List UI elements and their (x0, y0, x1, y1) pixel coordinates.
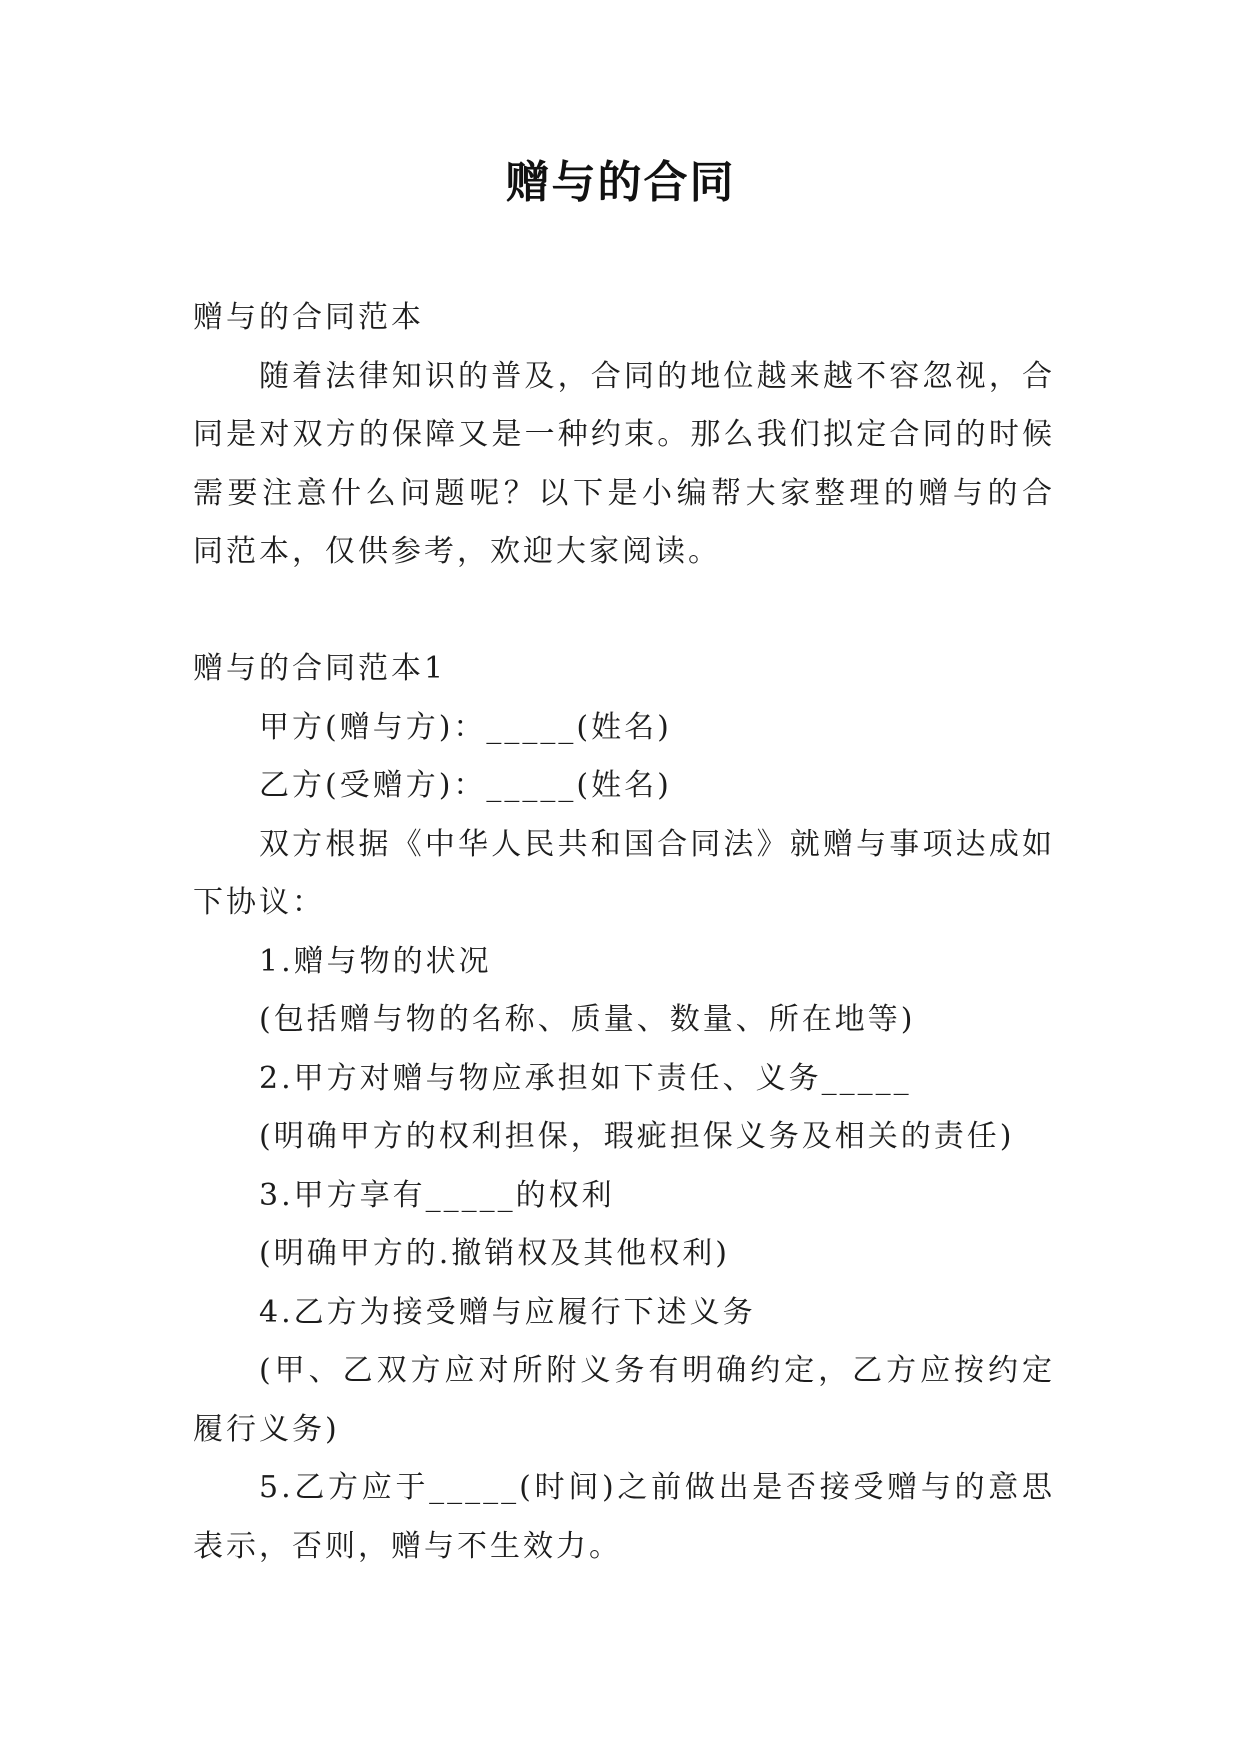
agreement-intro-line: 下协议： (193, 885, 325, 920)
intro-line: 同范本，仅供参考，欢迎大家阅读。 (193, 534, 721, 569)
intro-paragraph (193, 348, 1055, 582)
clause-note: (明确甲方的权利担保，瑕疵担保义务及相关的责任) (259, 1119, 1015, 1154)
document-body (193, 289, 1055, 1576)
party-a-line: 甲方(赠与方)：_____(姓名) (259, 709, 672, 745)
clause-heading: 4.乙方为接受赠与应履行下述义务 (259, 1294, 756, 1330)
section-heading: 赠与的合同范本 (193, 300, 424, 335)
clause-1 (193, 933, 1055, 1050)
clause-heading: 5.乙方应于_____(时间)之前做出是否接受赠与的意思 (259, 1470, 1055, 1505)
clause-note: (明确甲方的.撤销权及其他权利) (259, 1236, 730, 1271)
clause-note: (甲、乙双方应对所附义务有明确约定，乙方应按约定 (259, 1353, 1055, 1388)
clause-4 (193, 1284, 1055, 1460)
intro-line: 需要注意什么问题呢？以下是小编帮大家整理的赠与的合 (193, 475, 1055, 511)
party-b-line: 乙方(受赠方)：_____(姓名) (259, 768, 672, 803)
clause-heading: 3.甲方享有_____的权利 (259, 1177, 615, 1213)
sample-heading: 赠与的合同范本1 (193, 651, 447, 686)
agreement-intro-paragraph (193, 816, 1055, 933)
clause-note: 履行义务) (193, 1411, 340, 1447)
intro-line: 随着法律知识的普及，合同的地位越来越不容忽视，合 (259, 358, 1055, 394)
clause-3 (193, 1167, 1055, 1284)
intro-line: 同是对双方的保障又是一种约束。那么我们拟定合同的时候 (193, 417, 1055, 452)
clause-heading: 1.赠与物的状况 (259, 943, 492, 979)
agreement-intro-line: 双方根据《中华人民共和国合同法》就赠与事项达成如 (259, 826, 1055, 862)
clause-2 (193, 1050, 1055, 1167)
clause-5 (193, 1459, 1055, 1576)
blank-line (193, 582, 1055, 641)
clause-heading: 表示，否则，赠与不生效力。 (193, 1528, 622, 1564)
clause-heading: 2.甲方对赠与物应承担如下责任、义务_____ (259, 1060, 912, 1096)
document-title: 赠与的合同 (505, 157, 736, 208)
clause-note: (包括赠与物的名称、质量、数量、所在地等) (259, 1002, 916, 1037)
